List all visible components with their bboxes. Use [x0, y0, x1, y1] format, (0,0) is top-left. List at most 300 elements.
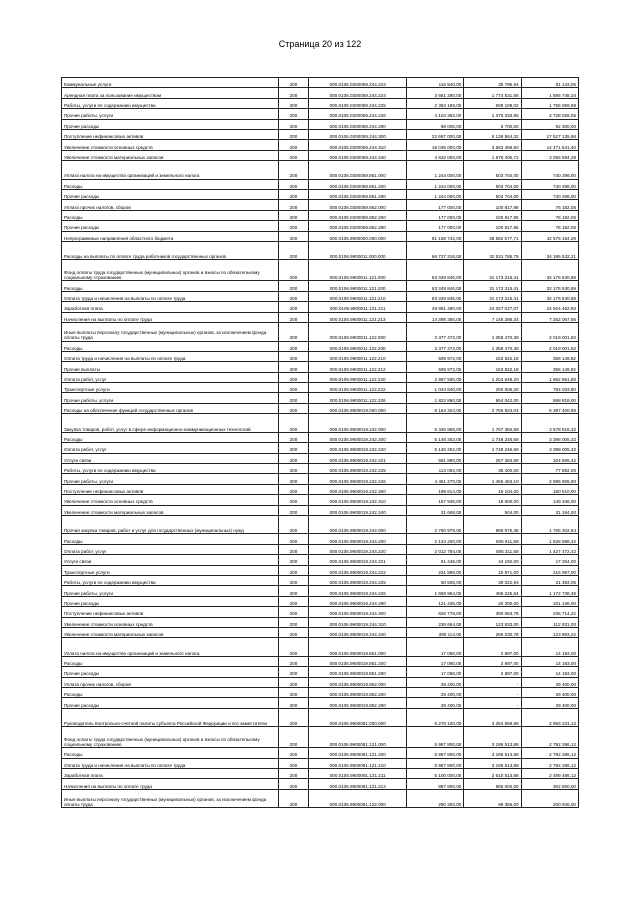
- executed-amount: 31 173 315,41: [464, 291, 521, 301]
- unexecuted-amount: 7 252 067,66: [521, 312, 578, 322]
- executed-amount: 100 817,95: [464, 210, 521, 220]
- table-row: [62, 607, 579, 617]
- classification-code: 000.0106.9900019.000.000: [309, 403, 407, 413]
- line-code: 200: [278, 443, 309, 453]
- line-code: 200: [278, 515, 309, 534]
- unexecuted-amount: 17 254,00: [521, 555, 578, 565]
- classification-code: 000.0106.0300059.851.000: [309, 161, 407, 180]
- approved-amount: 1 822 860,00: [407, 393, 464, 403]
- executed-amount: 954 042,00: [464, 393, 521, 403]
- executed-amount: 153 822,18: [464, 351, 521, 361]
- table-row: [62, 748, 579, 758]
- table-row: [62, 505, 579, 515]
- budget-item-name: Поступление нефинансовых активов: [62, 129, 279, 139]
- unexecuted-amount: 2 792 286,12: [521, 748, 578, 758]
- executed-amount: 257 383,58: [464, 453, 521, 463]
- approved-amount: 98 000,00: [407, 119, 464, 129]
- executed-amount: 266 230,78: [464, 627, 521, 637]
- table-row: [62, 638, 579, 657]
- table-row: [62, 575, 579, 585]
- executed-amount: 1 204 648,20: [464, 372, 521, 382]
- classification-code: 000.0106.9900019.242.340: [309, 505, 407, 515]
- classification-code: 000.0106.0300059.852.000: [309, 200, 407, 210]
- table-row: [62, 351, 579, 361]
- budget-item-name: Расходы: [62, 534, 279, 544]
- line-code: 200: [278, 281, 309, 291]
- classification-code: 000.0106.9900011.122.222: [309, 383, 407, 393]
- approved-amount: 5 146 252,00: [407, 443, 464, 453]
- executed-amount: 608 108,02: [464, 98, 521, 108]
- table-row: [62, 109, 579, 119]
- budget-item-name: Начисления на выплаты по оплате труда: [62, 312, 279, 322]
- unexecuted-amount: 2 792 286,12: [521, 758, 578, 768]
- line-code: 200: [278, 627, 309, 637]
- line-code: 200: [278, 687, 309, 697]
- approved-amount: 17 080,00: [407, 638, 464, 657]
- unexecuted-amount: 356 149,82: [521, 362, 578, 372]
- executed-amount: 2 610 513,88: [464, 769, 521, 779]
- table-row: [62, 758, 579, 768]
- budget-item-name: Заработная плата: [62, 302, 279, 312]
- executed-amount: 31 173 315,41: [464, 281, 521, 291]
- executed-amount: 18 600,00: [464, 495, 521, 505]
- budget-item-name: Непрограммные направления областного бюджета: [62, 231, 279, 241]
- approved-amount: 626 778,00: [407, 607, 464, 617]
- budget-item-name: Оплата труда и начисления на выплаты по оплате труда: [62, 351, 279, 361]
- line-code: 200: [278, 179, 309, 189]
- budget-item-name: Работы, услуги по содержанию имущества: [62, 463, 279, 473]
- executed-amount: 38 582 577,71: [464, 231, 521, 241]
- approved-amount: 22 667 000,00: [407, 129, 464, 139]
- table-row: [62, 98, 579, 108]
- unexecuted-amount: 29 400,00: [521, 687, 578, 697]
- approved-amount: 5 100 000,00: [407, 769, 464, 779]
- unexecuted-amount: 302 800,00: [521, 779, 578, 789]
- approved-amount: 63 349 846,00: [407, 260, 464, 281]
- line-code: 200: [278, 241, 309, 260]
- executed-amount: 100 817,95: [464, 221, 521, 231]
- budget-item-name: Транспортные услуги: [62, 565, 279, 575]
- approved-amount: 1 244 000,00: [407, 161, 464, 180]
- budget-item-name: Поступление нефинансовых активов: [62, 484, 279, 494]
- table-row: [62, 414, 579, 433]
- classification-code: 000.0106.9900019.242.226: [309, 474, 407, 484]
- budget-item-name: Работы, услуги по содержанию имущества: [62, 575, 279, 585]
- executed-amount: 153 822,18: [464, 362, 521, 372]
- unexecuted-amount: 76 182,05: [521, 210, 578, 220]
- budget-item-name: Прочие расходы: [62, 667, 279, 677]
- unexecuted-amount: 32 176 530,59: [521, 281, 578, 291]
- unexecuted-amount: 740 296,00: [521, 161, 578, 180]
- table-row: [62, 667, 579, 677]
- line-code: 200: [278, 779, 309, 789]
- page-header: [0, 39, 640, 49]
- table-body: [62, 78, 579, 808]
- table-row: [62, 281, 579, 291]
- approved-amount: 3 377 472,00: [407, 341, 464, 351]
- line-code: 200: [278, 150, 309, 160]
- budget-item-name: Фонд оплаты труда государственных (муниципальных) органов и взносы по обязательному социальному страхованию: [62, 260, 279, 281]
- budget-item-name: Увеличение стоимости основных средств: [62, 617, 279, 627]
- budget-item-name: Расходы: [62, 432, 279, 442]
- approved-amount: 61 446,00: [407, 555, 464, 565]
- budget-item-name: Прочие работы, услуги: [62, 109, 279, 119]
- approved-amount: 4 632 000,00: [407, 150, 464, 160]
- line-code: 200: [278, 748, 309, 758]
- executed-amount: 31 173 315,41: [464, 260, 521, 281]
- table-row: [62, 140, 579, 150]
- line-code: 200: [278, 372, 309, 382]
- table-row: [62, 403, 579, 413]
- line-code: 200: [278, 78, 309, 88]
- unexecuted-amount: 740 296,00: [521, 179, 578, 189]
- approved-amount: 18 035 000,00: [407, 140, 464, 150]
- budget-item-name: Транспортные услуги: [62, 383, 279, 393]
- budget-item-name: Расходы: [62, 281, 279, 291]
- budget-item-name: Оплата труда и начисления на выплаты по оплате труда: [62, 758, 279, 768]
- classification-code: 000.0106.9900019.244.225: [309, 575, 407, 585]
- classification-code: 000.0106.9900019.242.220: [309, 443, 407, 453]
- table-row: [62, 78, 579, 88]
- executed-amount: 605 611,58: [464, 534, 521, 544]
- classification-code: 000.0106.9900011.121.210: [309, 291, 407, 301]
- line-code: 200: [278, 607, 309, 617]
- executed-amount: 250 606,20: [464, 383, 521, 393]
- classification-code: 000.0106.0300059.244.310: [309, 140, 407, 150]
- approved-amount: 14 398 356,00: [407, 312, 464, 322]
- budget-item-name: Прочие расходы: [62, 221, 279, 231]
- unexecuted-amount: 324 506,42: [521, 453, 578, 463]
- line-code: 200: [278, 119, 309, 129]
- table-row: [62, 221, 579, 231]
- approved-amount: 4 104 362,00: [407, 109, 464, 119]
- classification-code: 000.0106.9900019.244.220: [309, 544, 407, 554]
- approved-amount: 66 727 318,00: [407, 241, 464, 260]
- budget-item-name: Расходы на выплаты по оплате труда работников государственных органов: [62, 241, 279, 260]
- classification-code: 000.0106.9900000.000.000: [309, 231, 407, 241]
- classification-code: 000.0106.9900019.244.200: [309, 534, 407, 544]
- classification-code: 000.0106.9900019.244.000: [309, 515, 407, 534]
- unexecuted-amount: 2 993 231,12: [521, 708, 578, 727]
- line-code: 200: [278, 161, 309, 180]
- executed-amount: 3 563 458,60: [464, 140, 521, 150]
- table-row: [62, 769, 579, 779]
- budget-item-name: Расходы: [62, 687, 279, 697]
- classification-code: 000.0106.9900019.244.340: [309, 627, 407, 637]
- executed-amount: 35 796,94: [464, 78, 521, 88]
- unexecuted-amount: 236 714,22: [521, 607, 578, 617]
- classification-code: 000.0106.9900011.121.000: [309, 260, 407, 281]
- table-row: [62, 302, 579, 312]
- line-code: 200: [278, 302, 309, 312]
- approved-amount: 2 760 978,00: [407, 515, 464, 534]
- budget-item-name: Прочие работы, услуги: [62, 586, 279, 596]
- approved-amount: 509 972,00: [407, 362, 464, 372]
- table-row: [62, 687, 579, 697]
- table-row: [62, 312, 579, 322]
- unexecuted-amount: 32 176 530,59: [521, 291, 578, 301]
- unexecuted-amount: 31 164,00: [521, 505, 578, 515]
- executed-amount: -: [464, 698, 521, 708]
- unexecuted-amount: 1 886 748,34: [521, 88, 578, 98]
- line-code: 200: [278, 414, 309, 433]
- budget-item-name: Уплата прочих налогов, сборов: [62, 677, 279, 687]
- table-row: [62, 393, 579, 403]
- classification-code: 000.0106.0300059.244.224: [309, 88, 407, 98]
- approved-amount: 2 867 500,00: [407, 372, 464, 382]
- classification-code: 000.0106.9900019.242.225: [309, 463, 407, 473]
- unexecuted-amount: 3 578 515,32: [521, 414, 578, 433]
- executed-amount: 2 897,00: [464, 656, 521, 666]
- unexecuted-amount: 34 195 532,21: [521, 241, 578, 260]
- line-code: 200: [278, 596, 309, 606]
- table-row: [62, 291, 579, 301]
- approved-amount: 1 658 964,00: [407, 586, 464, 596]
- table-row: [62, 260, 579, 281]
- approved-amount: 48 951 490,00: [407, 302, 464, 312]
- executed-amount: 585 311,58: [464, 544, 521, 554]
- budget-item-name: Работы, услуги по содержанию имущества: [62, 98, 279, 108]
- line-code: 200: [278, 260, 309, 281]
- classification-code: 000.0106.0300059.244.290: [309, 119, 407, 129]
- unexecuted-amount: 42 576 164,29: [521, 231, 578, 241]
- approved-amount: 1 044 640,00: [407, 383, 464, 393]
- classification-code: 000.0106.9900011.122.226: [309, 393, 407, 403]
- executed-amount: 1 748 246,68: [464, 443, 521, 453]
- unexecuted-amount: 2 489 486,12: [521, 769, 578, 779]
- unexecuted-amount: 215 997,00: [521, 565, 578, 575]
- classification-code: 000.0106.0300059.851.290: [309, 190, 407, 200]
- executed-amount: 15 871,00: [464, 565, 521, 575]
- unexecuted-amount: 356 149,82: [521, 351, 578, 361]
- executed-amount: 32 531 785,79: [464, 241, 521, 260]
- budget-item-name: Начисления на выплаты по оплате труда: [62, 779, 279, 789]
- unexecuted-amount: 112 831,00: [521, 617, 578, 627]
- line-code: 200: [278, 291, 309, 301]
- table-row: [62, 656, 579, 666]
- line-code: 200: [278, 463, 309, 473]
- classification-code: 000.0106.9900011.122.200: [309, 341, 407, 351]
- budget-item-name: Прочие выплаты: [62, 362, 279, 372]
- budget-item-name: Увеличение стоимости основных средств: [62, 495, 279, 505]
- table-row: [62, 341, 579, 351]
- unexecuted-amount: 32 176 530,59: [521, 260, 578, 281]
- executed-amount: 1 358 470,38: [464, 323, 521, 342]
- line-code: 200: [278, 727, 309, 748]
- executed-amount: 1 576 405,72: [464, 150, 521, 160]
- line-code: 200: [278, 769, 309, 779]
- table-row: [62, 200, 579, 210]
- budget-item-name: Прочие работы, услуги: [62, 474, 279, 484]
- approved-amount: 3 377 472,00: [407, 323, 464, 342]
- classification-code: 000.0106.9900081.000.000: [309, 708, 407, 727]
- executed-amount: 100 817,95: [464, 200, 521, 210]
- executed-amount: 503 704,00: [464, 190, 521, 200]
- executed-amount: 5 139 864,32: [464, 129, 521, 139]
- approved-amount: 17 080,00: [407, 656, 464, 666]
- unexecuted-amount: 2 728 028,05: [521, 109, 578, 119]
- budget-item-name: Прочая закупка товаров, работ и услуг для государственных (муниципальных) нужд: [62, 515, 279, 534]
- table-row: [62, 443, 579, 453]
- approved-amount: 5 987 800,00: [407, 748, 464, 758]
- unexecuted-amount: 17 527 135,68: [521, 129, 578, 139]
- classification-code: 000.0106.9900019.244.310: [309, 617, 407, 627]
- budget-item-name: Прочие работы, услуги: [62, 393, 279, 403]
- line-code: 200: [278, 677, 309, 687]
- executed-amount: 503 704,00: [464, 179, 521, 189]
- approved-amount: 5 345 866,00: [407, 414, 464, 433]
- table-row: [62, 727, 579, 748]
- line-code: 200: [278, 575, 309, 585]
- unexecuted-amount: 3 398 005,32: [521, 443, 578, 453]
- table-row: [62, 150, 579, 160]
- approved-amount: 2 134 200,00: [407, 534, 464, 544]
- classification-code: 000.0106.0300059.852.200: [309, 210, 407, 220]
- unexecuted-amount: 149 346,00: [521, 495, 578, 505]
- budget-item-name: Расходы: [62, 656, 279, 666]
- executed-amount: 44 192,00: [464, 555, 521, 565]
- classification-code: 000.0106.9900081.121.200: [309, 748, 407, 758]
- table-row: [62, 231, 579, 241]
- table-row: [62, 534, 579, 544]
- executed-amount: 504,00: [464, 505, 521, 515]
- budget-item-name: Увеличение стоимости основных средств: [62, 140, 279, 150]
- budget-item-name: Уплата прочих налогов, сборов: [62, 200, 279, 210]
- classification-code: 000.0106.9900011.122.212: [309, 362, 407, 372]
- table-row: [62, 210, 579, 220]
- classification-code: 000.0106.9900019.244.300: [309, 607, 407, 617]
- line-code: 200: [278, 362, 309, 372]
- unexecuted-amount: 76 182,05: [521, 221, 578, 231]
- line-code: 200: [278, 453, 309, 463]
- table-row: [62, 484, 579, 494]
- table-row: [62, 596, 579, 606]
- table-row: [62, 453, 579, 463]
- executed-amount: 2 897,00: [464, 638, 521, 657]
- table-row: [62, 241, 579, 260]
- classification-code: 000.0106.0300059.244.340: [309, 150, 407, 160]
- unexecuted-amount: 1 427 472,42: [521, 544, 578, 554]
- line-code: 200: [278, 758, 309, 768]
- line-code: 200: [278, 88, 309, 98]
- classification-code: 000.0106.9900011.121.200: [309, 281, 407, 291]
- approved-amount: 116 940,00: [407, 78, 464, 88]
- classification-code: 000.0106.9900019.242.200: [309, 432, 407, 442]
- budget-item-name: Увеличение стоимости материальных запасов: [62, 150, 279, 160]
- approved-amount: 17 080,00: [407, 667, 464, 677]
- executed-amount: 2 897,00: [464, 667, 521, 677]
- approved-amount: 236 664,00: [407, 617, 464, 627]
- classification-code: 000.0106.9900081.121.213: [309, 779, 407, 789]
- budget-item-name: Закупка товаров, работ, услуг в сфере информационно-коммуникационных технологий: [62, 414, 279, 433]
- classification-code: 000.0106.0300059.244.300: [309, 129, 407, 139]
- unexecuted-amount: 76 182,05: [521, 200, 578, 210]
- approved-amount: 5 146 252,00: [407, 432, 464, 442]
- approved-amount: 887 800,00: [407, 779, 464, 789]
- unexecuted-amount: 3 055 594,28: [521, 150, 578, 160]
- unexecuted-amount: 29 400,00: [521, 698, 578, 708]
- budget-item-name: Услуги связи: [62, 555, 279, 565]
- line-code: 200: [278, 474, 309, 484]
- executed-amount: 503 704,00: [464, 161, 521, 180]
- classification-code: 000.0106.9900019.242.221: [309, 453, 407, 463]
- line-code: 200: [278, 617, 309, 627]
- executed-amount: 1 767 350,68: [464, 414, 521, 433]
- line-code: 200: [278, 544, 309, 554]
- line-code: 200: [278, 109, 309, 119]
- executed-amount: 39 022,94: [464, 575, 521, 585]
- executed-amount: 20 300,00: [464, 596, 521, 606]
- unexecuted-amount: 1 662 851,80: [521, 372, 578, 382]
- approved-amount: 177 000,00: [407, 210, 464, 220]
- line-code: 200: [278, 221, 309, 231]
- approved-amount: 177 000,00: [407, 200, 464, 210]
- classification-code: 000.0106.9900011.122.210: [309, 351, 407, 361]
- unexecuted-amount: 868 818,00: [521, 393, 578, 403]
- approved-amount: 113 092,00: [407, 463, 464, 473]
- approved-amount: 231 868,00: [407, 565, 464, 575]
- table-row: [62, 515, 579, 534]
- approved-amount: 29 400,00: [407, 677, 464, 687]
- executed-amount: 7 146 288,34: [464, 312, 521, 322]
- classification-code: 000.0106.9900019.851.200: [309, 656, 407, 666]
- table-row: [62, 544, 579, 554]
- classification-code: 000.0106.9900019.244.226: [309, 586, 407, 596]
- executed-amount: 1 748 246,68: [464, 432, 521, 442]
- approved-amount: 2 012 784,00: [407, 544, 464, 554]
- page-number-label: Страница 20 из 122: [278, 39, 362, 49]
- budget-item-name: Заработная плата: [62, 769, 279, 779]
- budget-item-name: Оплата работ, услуг: [62, 372, 279, 382]
- budget-item-name: Оплата труда и начисления на выплаты по оплате труда: [62, 291, 279, 301]
- approved-amount: 167 946,00: [407, 495, 464, 505]
- table-row: [62, 627, 579, 637]
- approved-amount: 6 278 100,00: [407, 708, 464, 727]
- approved-amount: 5 987 800,00: [407, 727, 464, 748]
- unexecuted-amount: 180 510,00: [521, 484, 578, 494]
- line-code: 200: [278, 393, 309, 403]
- executed-amount: 585 000,00: [464, 779, 521, 789]
- classification-code: 000.0106.9900011.121.213: [309, 312, 407, 322]
- classification-code: 000.0106.0300059.851.200: [309, 179, 407, 189]
- classification-code: 000.0106.9900019.244.290: [309, 596, 407, 606]
- table-row: [62, 698, 579, 708]
- table-row: [62, 617, 579, 627]
- executed-amount: 1 358 470,38: [464, 341, 521, 351]
- unexecuted-amount: 1 755 059,98: [521, 98, 578, 108]
- approved-amount: 290 300,00: [407, 789, 464, 808]
- classification-code: 000.0106.9900011.121.211: [309, 302, 407, 312]
- classification-code: 000.0106.9900081.122.000: [309, 789, 407, 808]
- budget-item-name: Увеличение стоимости материальных запасов: [62, 505, 279, 515]
- table-row: [62, 362, 579, 372]
- unexecuted-amount: 101 136,00: [521, 596, 578, 606]
- budget-item-name: Расходы: [62, 748, 279, 758]
- budget-item-name: Поступление нефинансовых активов: [62, 607, 279, 617]
- classification-code: 000.0106.0300059.244.225: [309, 98, 407, 108]
- budget-item-name: Прочие расходы: [62, 190, 279, 200]
- executed-amount: 1 774 531,66: [464, 88, 521, 98]
- table-row: [62, 565, 579, 575]
- budget-item-name: Расходы: [62, 341, 279, 351]
- line-code: 200: [278, 495, 309, 505]
- classification-code: 000.0106.9900019.242.000: [309, 414, 407, 433]
- classification-code: 000.0106.9900081.121.210: [309, 758, 407, 768]
- classification-code: 000.0106.9900081.121.211: [309, 769, 407, 779]
- approved-amount: 199 614,00: [407, 484, 464, 494]
- executed-amount: 390 063,78: [464, 607, 521, 617]
- budget-item-name: Оплата работ, услуг: [62, 544, 279, 554]
